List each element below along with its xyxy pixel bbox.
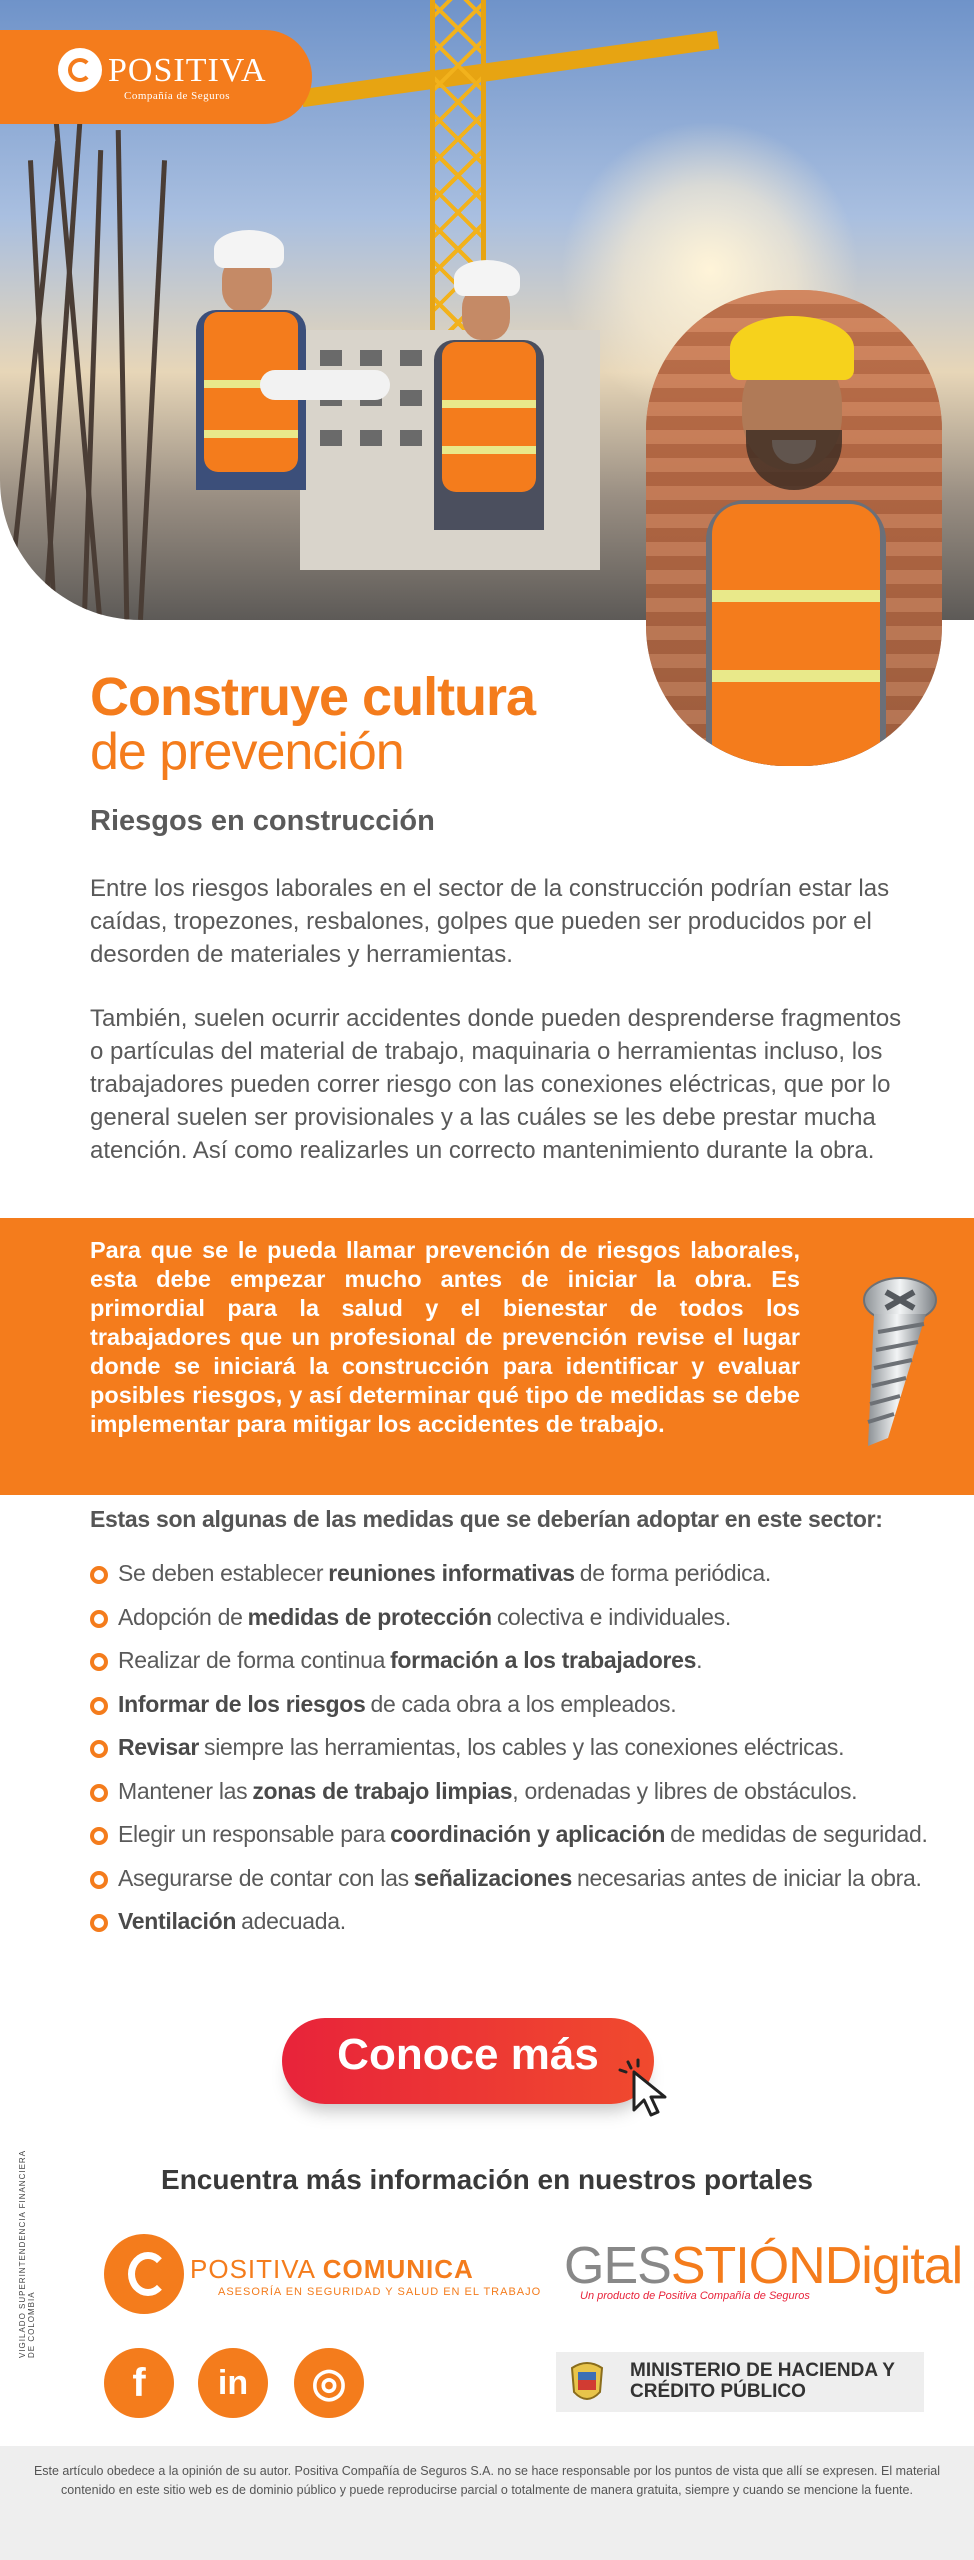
list-item: Ventilación adecuada. <box>90 1908 950 1952</box>
list-item: Realizar de forma continua formación a los trabajadores . <box>90 1647 950 1691</box>
section-subtitle: Riesgos en construcción <box>90 805 435 837</box>
brand-subtitle: Compañía de Seguros <box>124 90 231 102</box>
bullet-icon <box>90 1740 108 1758</box>
headline-line-2: de prevención <box>90 723 404 781</box>
measures-title: Estas son algunas de las medidas que se deberían adoptar en este sector: <box>90 1506 883 1532</box>
list-item: Informar de los riesgos de cada obra a los empleados. <box>90 1691 950 1735</box>
facebook-button[interactable] <box>104 2348 174 2418</box>
screw-icon <box>828 1270 938 1450</box>
worker-figure <box>420 250 560 620</box>
bullet-icon <box>90 1827 108 1845</box>
linkedin-button[interactable] <box>198 2348 268 2418</box>
positiva-comunica-subtitle: ASESORÍA EN SEGURIDAD Y SALUD EN EL TRABAJO <box>218 2286 542 2298</box>
list-item: Revisar siempre las herramientas, los cables y las conexiones eléctricas. <box>90 1734 950 1778</box>
gesstion-digital-subtitle: Un producto de Positiva Compañía de Seguros <box>580 2290 810 2302</box>
highlight-text: Para que se le pueda llamar prevención de riesgos laborales, esta debe empezar mucho antes de iniciar la obra. Es primordial para la salud y el bienestar de todos los trabajadores que un profesional de prevención revise el lugar donde se iniciará la construcción para identificar y evaluar posibles riesgos, y así determinar qué tipo de medidas se debe implementar para mitigar los accidentes de trabajo. <box>90 1237 800 1437</box>
list-item: Se deben establecer reuniones informativas de forma periódica. <box>90 1560 950 1604</box>
list-item: Elegir un responsable para coordinación y aplicación de medidas de seguridad. <box>90 1821 950 1865</box>
bullet-icon <box>90 1653 108 1671</box>
vigilado-seal: VIGILADO SUPERINTENDENCIA FINANCIERA DE COLOMBIA <box>18 2150 36 2358</box>
measures-list <box>90 1560 950 1952</box>
instagram-icon: ◎ <box>311 2361 347 2405</box>
footer-disclaimer: Este artículo obedece a la opinión de su autor. Positiva Compañía de Seguros S.A. no se hace responsable por los puntos de vista que allí se expresen. El material contenido en este sitio web es de dominio público y puede reproducirse parcial o totalmente de manera gratuita, siempre y cuando se mencione la fuente. <box>33 2464 941 2497</box>
colombia-crest-icon <box>566 2358 608 2406</box>
ministry-name: MINISTERIO DE HACIENDA Y CRÉDITO PÚBLICO <box>630 2360 895 2402</box>
portals-title: Encuentra más información en nuestros portales <box>161 2164 813 2195</box>
pointer-cursor-icon <box>618 2058 674 2118</box>
headline-line-1: Construye cultura <box>90 667 536 727</box>
bullet-icon <box>90 1610 108 1628</box>
bullet-icon <box>90 1784 108 1802</box>
bullet-icon <box>90 1697 108 1715</box>
positiva-comunica-title[interactable]: POSITIVA COMUNICA <box>190 2254 474 2284</box>
list-item: Mantener las zonas de trabajo limpias , ordenadas y libres de obstáculos. <box>90 1778 950 1822</box>
bullet-icon <box>90 1566 108 1584</box>
worker-figure <box>180 220 320 620</box>
paragraph: Entre los riesgos laborales en el sector de la construcción podrían estar las caídas, tropezones, resbalones, golpes que pueden ser producidos por el desorden de materiales y herramientas. <box>90 875 890 968</box>
linkedin-icon: in <box>217 2363 249 2402</box>
list-item: Asegurarse de contar con las señalizaciones necesarias antes de iniciar la obra. <box>90 1865 950 1909</box>
bullet-icon <box>90 1871 108 1889</box>
conoce-mas-label[interactable]: Conoce más <box>337 2030 599 2079</box>
facebook-icon: f <box>132 2360 146 2405</box>
worker-portrait <box>646 290 942 766</box>
list-item: Adopción de medidas de protección colectiva e individuales. <box>90 1604 950 1648</box>
brand-name: POSITIVA <box>108 52 267 89</box>
instagram-button[interactable] <box>294 2348 364 2418</box>
gesstion-digital-logo[interactable]: GESSTIÓNDigital <box>564 2237 963 2295</box>
bullet-icon <box>90 1914 108 1932</box>
positiva-comunica-icon <box>128 2252 168 2296</box>
paragraph: También, suelen ocurrir accidentes donde pueden desprenderse fragmentos o partículas del material de trabajo, maquinaria o herramientas incluso, los trabajadores pueden correr riesgo con las conexiones eléctricas, que por lo general suelen ser provisionales y a las cuáles se les debe prestar mucha atención. Así como realizarles un correcto mantenimiento durante la obra. <box>90 1005 902 1164</box>
